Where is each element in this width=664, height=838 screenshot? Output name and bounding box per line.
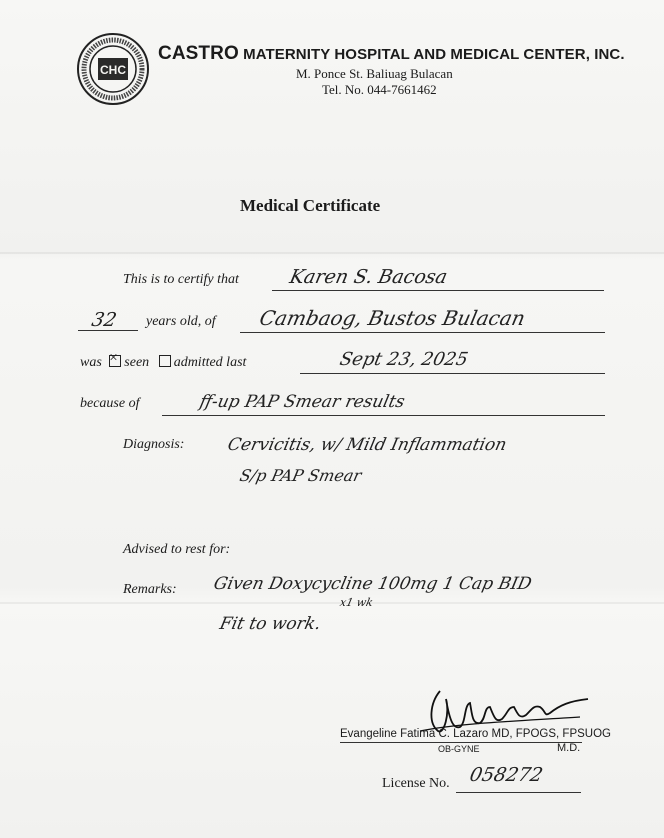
license-line — [456, 792, 581, 793]
paper-fold — [0, 602, 664, 604]
address-line — [240, 332, 605, 333]
date-line — [300, 373, 605, 374]
seal-initials: CHC — [100, 63, 126, 77]
because-line — [162, 415, 605, 416]
hospital-seal-logo — [76, 32, 150, 106]
document-title: Medical Certificate — [240, 196, 381, 215]
diagnosis-label: Diagnosis: — [123, 437, 185, 452]
patient-age: 32 — [89, 309, 119, 331]
certify-label: This is to certify that — [123, 272, 239, 287]
was-label — [80, 355, 246, 371]
seen-label: seen — [124, 355, 150, 370]
hospital-name — [158, 43, 625, 65]
remarks-line-1: Given Doxycycline 100mg 1 Cap BID — [211, 574, 534, 594]
visit-date: Sept 23, 2025 — [337, 349, 470, 370]
was-text: was — [80, 355, 102, 370]
admitted-label: admitted last — [173, 355, 247, 370]
diagnosis-line-1: Cervicitis, w/ Mild Inflammation — [225, 435, 509, 455]
rest-label: Advised to rest for: — [123, 542, 231, 557]
name-line — [272, 290, 604, 291]
patient-address: Cambaog, Bustos Bulacan — [257, 306, 528, 330]
remarks-line-2: Fit to work. — [217, 614, 323, 634]
hospital-name-rest: MATERNITY HOSPITAL AND MEDICAL CENTER, INC. — [238, 46, 625, 63]
because-label: because of — [80, 396, 140, 411]
physician-name: Evangeline Fatima C. Lazaro MD, FPOGS, FPSUOG — [340, 728, 611, 740]
remarks-note: x1 wk — [338, 596, 375, 609]
physician-specialty: OB-GYNE — [438, 744, 480, 754]
age-label: years old, of — [146, 314, 216, 329]
visit-reason: ff-up PAP Smear results — [197, 392, 407, 412]
hospital-name-strong: CASTRO — [158, 43, 239, 64]
remarks-label: Remarks: — [123, 582, 177, 597]
hospital-address: M. Ponce St. Baliuag Bulacan — [296, 66, 453, 81]
signature-line — [340, 742, 582, 743]
admitted-checkbox[interactable] — [159, 355, 171, 367]
hospital-telephone: Tel. No. 044-7661462 — [322, 82, 437, 97]
license-number: 058272 — [467, 764, 545, 786]
patient-name: Karen S. Bacosa — [287, 266, 450, 288]
seen-checkbox[interactable] — [109, 355, 121, 367]
diagnosis-line-2: S/p PAP Smear — [237, 466, 364, 485]
license-label: License No. — [382, 776, 450, 791]
md-suffix: M.D. — [557, 742, 581, 754]
paper-fold — [0, 252, 664, 254]
